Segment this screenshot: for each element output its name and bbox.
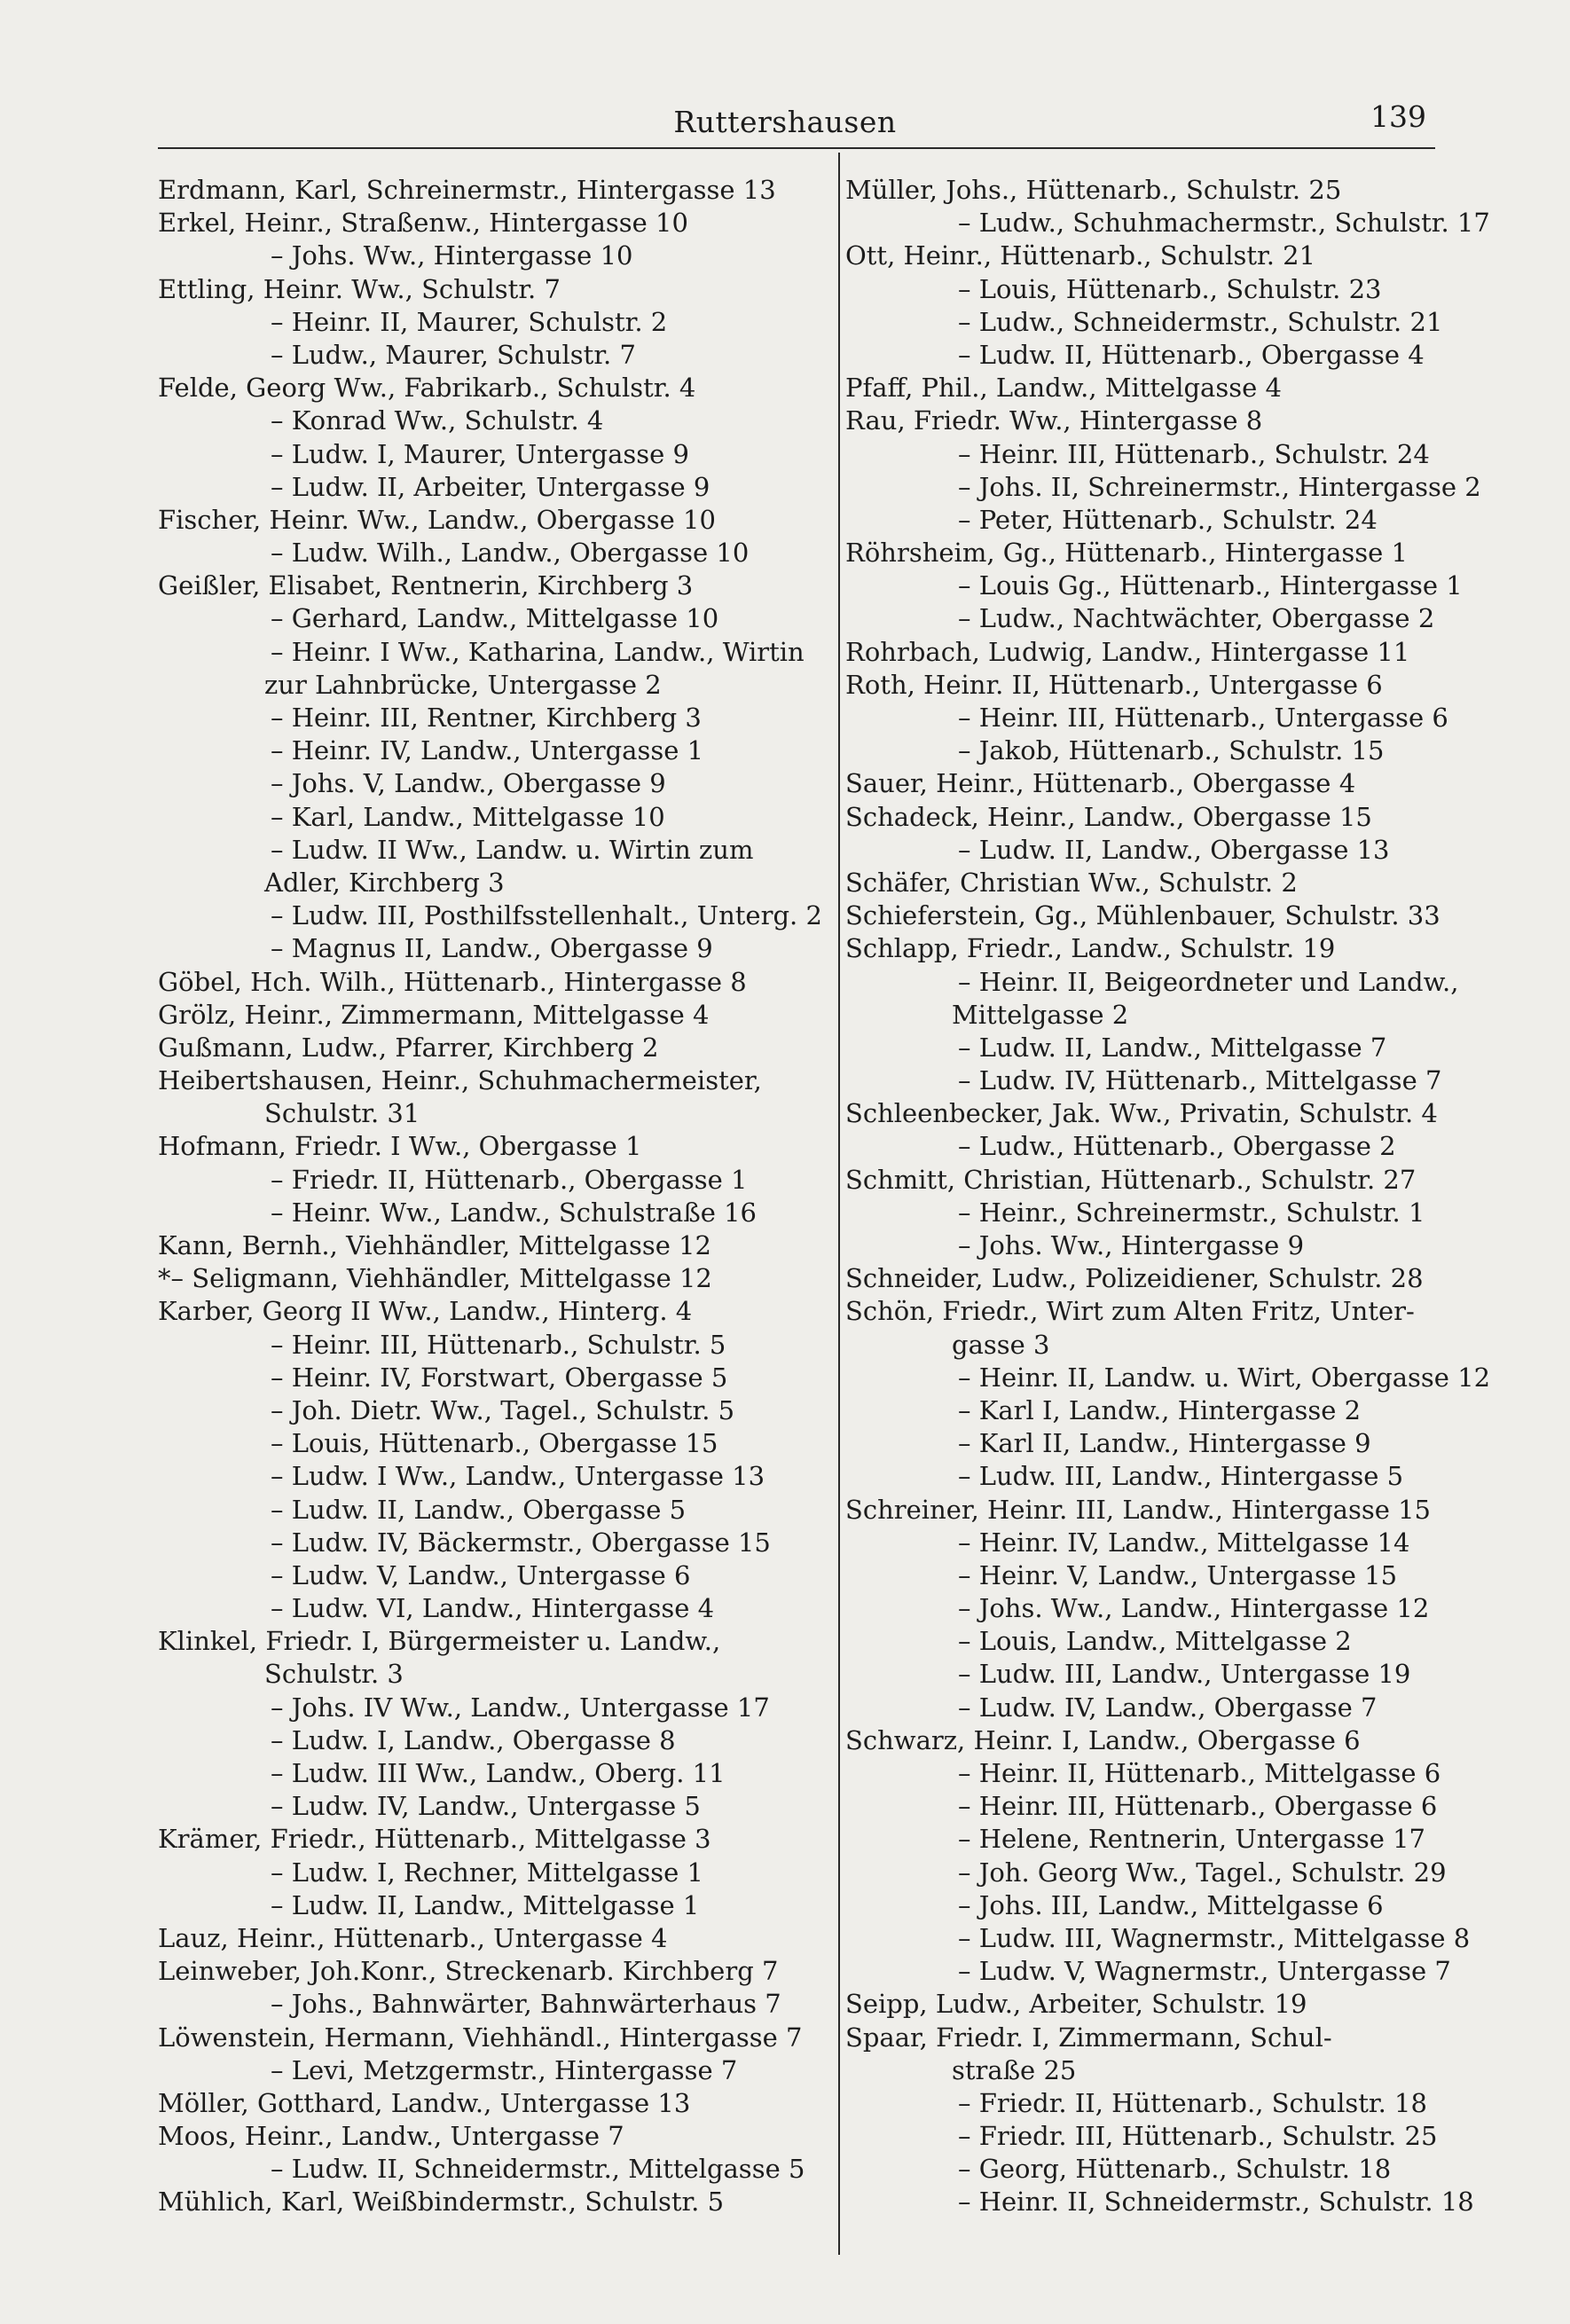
directory-entry: – Heinr., Schreinermstr., Schulstr. 1 xyxy=(958,1197,1425,1228)
directory-entry: – Ludw. III, Landw., Hintergasse 5 xyxy=(958,1461,1404,1492)
directory-entry: Schmitt, Christian, Hüttenarb., Schulstr. 27 xyxy=(845,1164,1417,1195)
directory-entry: – Ludw. IV, Hüttenarb., Mittelgasse 7 xyxy=(958,1065,1442,1096)
directory-entry: – Heinr. III, Rentner, Kirchberg 3 xyxy=(271,703,702,733)
directory-entry: – Ludw. II, Arbeiter, Untergasse 9 xyxy=(271,471,710,502)
running-head: Ruttershausen xyxy=(673,105,897,139)
directory-entry: – Karl, Landw., Mittelgasse 10 xyxy=(271,801,665,832)
directory-entry: – Ludw. II, Hüttenarb., Obergasse 4 xyxy=(958,339,1425,370)
directory-entry: Schadeck, Heinr., Landw., Obergasse 15 xyxy=(845,801,1372,832)
directory-entry: gasse 3 xyxy=(952,1329,1050,1360)
directory-entry: – Ludw. III, Wagnermstr., Mittelgasse 8 xyxy=(958,1922,1471,1953)
directory-entry: – Ludw. III, Landw., Untergasse 19 xyxy=(958,1659,1411,1690)
directory-entry: Moos, Heinr., Landw., Untergasse 7 xyxy=(158,2121,624,2152)
header-rule xyxy=(158,147,1435,149)
directory-entry: – Louis, Hüttenarb., Obergasse 15 xyxy=(271,1428,718,1459)
directory-entry: Fischer, Heinr. Ww., Landw., Obergasse 10 xyxy=(158,504,716,535)
directory-entry: – Johs., Bahnwärter, Bahnwärterhaus 7 xyxy=(271,1989,781,2020)
directory-entry: – Heinr. III, Hüttenarb., Schulstr. 24 xyxy=(958,438,1430,469)
directory-entry: – Heinr. V, Landw., Untergasse 15 xyxy=(958,1559,1398,1590)
directory-entry: – Ludw. Wilh., Landw., Obergasse 10 xyxy=(271,538,750,569)
directory-entry: – Ludw. IV, Landw., Obergasse 7 xyxy=(958,1692,1378,1723)
directory-entry: – Ludw. I, Rechner, Mittelgasse 1 xyxy=(271,1857,703,1888)
directory-entry: zur Lahnbrücke, Untergasse 2 xyxy=(264,669,662,700)
directory-entry: Schreiner, Heinr. III, Landw., Hintergasse 15 xyxy=(845,1494,1432,1525)
directory-entry: – Ludw. V, Wagnermstr., Untergasse 7 xyxy=(958,1956,1451,1987)
directory-entry: – Johs. Ww., Landw., Hintergasse 12 xyxy=(958,1593,1430,1624)
directory-entry: Schwarz, Heinr. I, Landw., Obergasse 6 xyxy=(845,1724,1361,1755)
directory-entry: – Konrad Ww., Schulstr. 4 xyxy=(271,405,604,436)
directory-entry: – Jakob, Hüttenarb., Schulstr. 15 xyxy=(958,735,1385,766)
directory-entry: – Heinr. III, Hüttenarb., Untergasse 6 xyxy=(958,703,1448,733)
directory-entry: Schlapp, Friedr., Landw., Schulstr. 19 xyxy=(845,933,1336,964)
directory-entry: *– Seligmann, Viehhändler, Mittelgasse 12 xyxy=(158,1263,712,1294)
directory-entry: Spaar, Friedr. I, Zimmermann, Schul- xyxy=(845,2022,1332,2053)
directory-entry: – Heinr. IV, Landw., Mittelgasse 14 xyxy=(958,1527,1410,1558)
directory-entry: Mittelgasse 2 xyxy=(952,999,1129,1030)
directory-entry: – Johs. V, Landw., Obergasse 9 xyxy=(271,768,666,799)
directory-entry: – Ludw. I, Maurer, Untergasse 9 xyxy=(271,438,689,469)
directory-entry: – Heinr. II, Maurer, Schulstr. 2 xyxy=(271,306,668,337)
directory-entry: – Karl II, Landw., Hintergasse 9 xyxy=(958,1428,1371,1459)
directory-entry: Gußmann, Ludw., Pfarrer, Kirchberg 2 xyxy=(158,1032,659,1063)
directory-entry: – Johs. Ww., Hintergasse 9 xyxy=(958,1230,1305,1260)
page-number: 139 xyxy=(1370,99,1426,134)
directory-entry: – Joh. Georg Ww., Tagel., Schulstr. 29 xyxy=(958,1857,1447,1888)
directory-entry: – Johs. III, Landw., Mittelgasse 6 xyxy=(958,1889,1384,1920)
directory-entry: – Louis Gg., Hüttenarb., Hintergasse 1 xyxy=(958,570,1463,601)
directory-entry: Schleenbecker, Jak. Ww., Privatin, Schulstr. 4 xyxy=(845,1098,1438,1129)
directory-entry: – Ludw., Nachtwächter, Obergasse 2 xyxy=(958,603,1435,634)
right-column-entries xyxy=(845,174,1491,2219)
directory-entry: – Louis, Landw., Mittelgasse 2 xyxy=(958,1626,1352,1657)
directory-entry: Erkel, Heinr., Straßenw., Hintergasse 10 xyxy=(158,208,688,239)
directory-entry: Seipp, Ludw., Arbeiter, Schulstr. 19 xyxy=(845,1989,1307,2020)
directory-entry: Pfaff, Phil., Landw., Mittelgasse 4 xyxy=(845,373,1282,404)
directory-entry: – Heinr. II, Schneidermstr., Schulstr. 18 xyxy=(958,2187,1474,2218)
directory-entry: – Friedr. II, Hüttenarb., Obergasse 1 xyxy=(271,1164,748,1195)
directory-entry: Geißler, Elisabet, Rentnerin, Kirchberg 3 xyxy=(158,570,694,601)
directory-entry: – Ludw. II, Landw., Mittelgasse 7 xyxy=(958,1032,1387,1063)
directory-entry: – Karl I, Landw., Hintergasse 2 xyxy=(958,1394,1362,1425)
directory-entry: Göbel, Hch. Wilh., Hüttenarb., Hintergasse 8 xyxy=(158,966,747,997)
directory-entry: – Peter, Hüttenarb., Schulstr. 24 xyxy=(958,504,1378,535)
directory-entry: Kann, Bernh., Viehhändler, Mittelgasse 12 xyxy=(158,1230,712,1260)
directory-entry: – Heinr. IV, Landw., Untergasse 1 xyxy=(271,735,704,766)
directory-entry: – Ludw., Maurer, Schulstr. 7 xyxy=(271,339,636,370)
directory-entry: – Friedr. III, Hüttenarb., Schulstr. 25 xyxy=(958,2121,1438,2152)
directory-entry: Grölz, Heinr., Zimmermann, Mittelgasse 4 xyxy=(158,999,710,1030)
directory-entry: Mühlich, Karl, Weißbindermstr., Schulstr. 5 xyxy=(158,2187,725,2218)
directory-entry: Müller, Johs., Hüttenarb., Schulstr. 25 xyxy=(845,175,1342,205)
directory-entry: Schulstr. 31 xyxy=(264,1098,420,1129)
directory-entry: Roth, Heinr. II, Hüttenarb., Untergasse 6 xyxy=(845,669,1383,700)
directory-entry: – Ludw. II Ww., Landw. u. Wirtin zum xyxy=(271,834,754,865)
directory-entry: Krämer, Friedr., Hüttenarb., Mittelgasse 3 xyxy=(158,1824,711,1855)
directory-entry: – Georg, Hüttenarb., Schulstr. 18 xyxy=(958,2154,1392,2185)
directory-entry: – Heinr. II, Hüttenarb., Mittelgasse 6 xyxy=(958,1758,1441,1788)
directory-entry: – Friedr. II, Hüttenarb., Schulstr. 18 xyxy=(958,2087,1427,2118)
directory-entry: Möller, Gotthard, Landw., Untergasse 13 xyxy=(158,2087,691,2118)
page-header xyxy=(0,0,1570,142)
directory-entry: Schneider, Ludw., Polizeidiener, Schulstr. 28 xyxy=(845,1263,1424,1294)
directory-entry: – Gerhard, Landw., Mittelgasse 10 xyxy=(271,603,719,634)
directory-entry: Schulstr. 3 xyxy=(264,1659,404,1690)
directory-entry: – Ludw. II, Landw., Obergasse 5 xyxy=(271,1494,687,1525)
directory-entry: Hofmann, Friedr. I Ww., Obergasse 1 xyxy=(158,1131,642,1162)
directory-entry: – Ludw. VI, Landw., Hintergasse 4 xyxy=(271,1593,715,1624)
directory-entry: Schön, Friedr., Wirt zum Alten Fritz, Unter- xyxy=(845,1296,1415,1327)
directory-entry: Adler, Kirchberg 3 xyxy=(264,867,505,898)
directory-entry: – Heinr. III, Hüttenarb., Schulstr. 5 xyxy=(271,1329,726,1360)
directory-entry: – Ludw. IV, Bäckermstr., Obergasse 15 xyxy=(271,1527,771,1558)
directory-entry: Löwenstein, Hermann, Viehhändl., Hintergasse 7 xyxy=(158,2022,803,2053)
directory-entry: Rohrbach, Ludwig, Landw., Hintergasse 11 xyxy=(845,636,1410,667)
directory-entry: – Ludw., Hüttenarb., Obergasse 2 xyxy=(958,1131,1396,1162)
directory-entry: – Ludw., Schuhmachermstr., Schulstr. 17 xyxy=(958,208,1490,239)
directory-entry: – Ludw., Schneidermstr., Schulstr. 21 xyxy=(958,306,1443,337)
directory-entry: – Ludw. III Ww., Landw., Oberg. 11 xyxy=(271,1758,726,1788)
directory-entry: Heibertshausen, Heinr., Schuhmachermeister, xyxy=(158,1065,762,1096)
directory-entry: – Levi, Metzgermstr., Hintergasse 7 xyxy=(271,2054,738,2085)
directory-entry: – Ludw. I, Landw., Obergasse 8 xyxy=(271,1724,676,1755)
directory-entry: – Joh. Dietr. Ww., Tagel., Schulstr. 5 xyxy=(271,1394,735,1425)
directory-entry: – Ludw. III, Posthilfsstellenhalt., Unterg. 2 xyxy=(271,900,822,931)
directory-entry: – Ludw. II, Landw., Obergasse 13 xyxy=(958,834,1390,865)
left-column-entries xyxy=(158,174,832,2219)
directory-entry: – Johs. IV Ww., Landw., Untergasse 17 xyxy=(271,1692,770,1723)
directory-entry: – Ludw. II, Landw., Mittelgasse 1 xyxy=(271,1889,700,1920)
directory-entry: – Helene, Rentnerin, Untergasse 17 xyxy=(958,1824,1425,1855)
directory-entry: Leinweber, Joh.Konr., Streckenarb. Kirchberg 7 xyxy=(158,1956,779,1987)
directory-entry: Klinkel, Friedr. I, Bürgermeister u. Landw., xyxy=(158,1626,721,1657)
directory-entry: – Louis, Hüttenarb., Schulstr. 23 xyxy=(958,273,1382,304)
directory-entry: – Ludw. V, Landw., Untergasse 6 xyxy=(271,1559,691,1590)
directory-entry: Schieferstein, Gg., Mühlenbauer, Schulstr. 33 xyxy=(845,900,1440,931)
directory-entry: Lauz, Heinr., Hüttenarb., Untergasse 4 xyxy=(158,1922,668,1953)
directory-entry: – Heinr. II, Landw. u. Wirt, Obergasse 12 xyxy=(958,1362,1491,1393)
directory-entry: Erdmann, Karl, Schreinermstr., Hintergasse 13 xyxy=(158,175,776,205)
directory-entry: – Ludw. IV, Landw., Untergasse 5 xyxy=(271,1791,701,1822)
column-divider xyxy=(838,153,840,2255)
directory-entry: straße 25 xyxy=(952,2054,1077,2085)
directory-entry: Ettling, Heinr. Ww., Schulstr. 7 xyxy=(158,273,561,304)
directory-entry: – Heinr. II, Beigeordneter und Landw., xyxy=(958,966,1459,997)
directory-entry: Ott, Heinr., Hüttenarb., Schulstr. 21 xyxy=(845,240,1316,271)
directory-entry: – Heinr. I Ww., Katharina, Landw., Wirtin xyxy=(271,636,805,667)
directory-entry: – Ludw. II, Schneidermstr., Mittelgasse 5 xyxy=(271,2154,805,2185)
directory-entry: – Magnus II, Landw., Obergasse 9 xyxy=(271,933,713,964)
directory-entry: Felde, Georg Ww., Fabrikarb., Schulstr. 4 xyxy=(158,373,696,404)
directory-entry: Rau, Friedr. Ww., Hintergasse 8 xyxy=(845,405,1263,436)
directory-entry: Karber, Georg II Ww., Landw., Hinterg. 4 xyxy=(158,1296,693,1327)
directory-entry: – Heinr. IV, Forstwart, Obergasse 5 xyxy=(271,1362,728,1393)
directory-entry: – Heinr. Ww., Landw., Schulstraße 16 xyxy=(271,1197,757,1228)
directory-entry: – Heinr. III, Hüttenarb., Obergasse 6 xyxy=(958,1791,1438,1822)
directory-entry: – Johs. Ww., Hintergasse 10 xyxy=(271,240,633,271)
directory-entry: – Johs. II, Schreinermstr., Hintergasse 2 xyxy=(958,471,1481,502)
directory-entry: Röhrsheim, Gg., Hüttenarb., Hintergasse 1 xyxy=(845,538,1409,569)
directory-entry: Schäfer, Christian Ww., Schulstr. 2 xyxy=(845,867,1298,898)
directory-entry: Sauer, Heinr., Hüttenarb., Obergasse 4 xyxy=(845,768,1356,799)
directory-entry: – Ludw. I Ww., Landw., Untergasse 13 xyxy=(271,1461,765,1492)
